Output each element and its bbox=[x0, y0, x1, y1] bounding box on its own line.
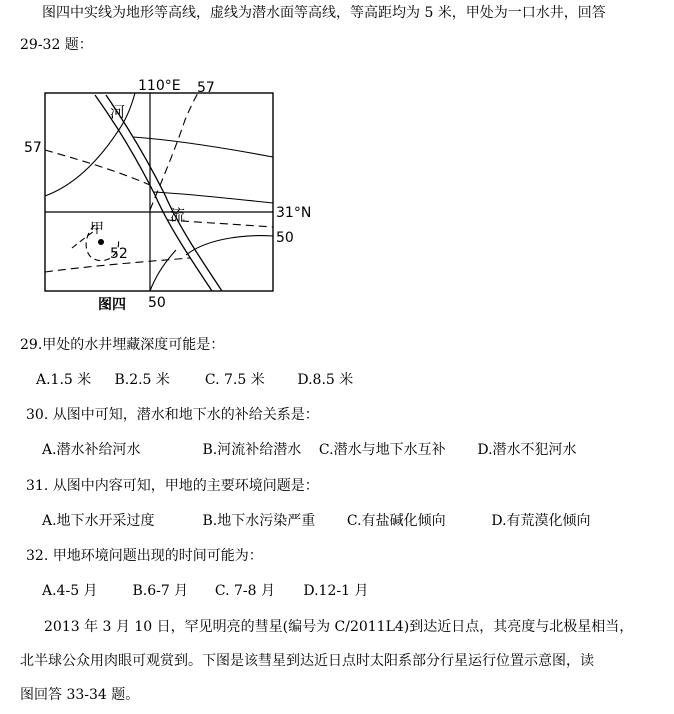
q32-option-c[interactable]: C. 7-8 月 bbox=[214, 583, 276, 599]
q29-option-a[interactable]: A.1.5 米 bbox=[36, 372, 92, 388]
contour-label-50-right: 50 bbox=[276, 230, 294, 246]
q29-option-b[interactable]: B.2.5 米 bbox=[114, 372, 170, 388]
q30-option-b[interactable]: B.河流补给潜水 bbox=[202, 442, 302, 458]
well-marker bbox=[98, 239, 104, 245]
q31-option-d[interactable]: D.有荒漠化倾向 bbox=[491, 513, 591, 529]
river-char-2: 流 bbox=[170, 206, 186, 224]
contour-label-50-bottom: 50 bbox=[148, 295, 166, 311]
outro-line-1: 2013 年 3 月 10 日，罕见明亮的彗星(编号为 C/2011L4)到达近日点，其亮度与北极星相当， bbox=[44, 619, 634, 635]
q32-option-b[interactable]: B.6-7 月 bbox=[132, 583, 189, 599]
outro-line-3: 图回答 33-34 题。 bbox=[20, 687, 140, 703]
contour-label-52: 52 bbox=[110, 246, 128, 262]
question-31-stem: 31. 从图中内容可知，甲地的主要环境问题是： bbox=[26, 478, 319, 494]
q32-option-d[interactable]: D.12-1 月 bbox=[303, 583, 369, 599]
q32-option-a[interactable]: A.4-5 月 bbox=[42, 583, 98, 599]
q30-option-d[interactable]: D.潜水不犯河水 bbox=[477, 442, 577, 458]
terrain-contour-mid bbox=[154, 192, 273, 203]
figure-caption: 图四 bbox=[98, 297, 126, 313]
terrain-contour-50-bottom bbox=[150, 250, 176, 291]
contour-label-57-top: 57 bbox=[197, 80, 215, 96]
q31-option-b[interactable]: B.地下水污染严重 bbox=[202, 513, 316, 529]
terrain-contour-upper bbox=[133, 137, 273, 157]
q30-option-c[interactable]: C.潜水与地下水互补 bbox=[318, 442, 446, 458]
figure-4-contour-map bbox=[0, 0, 674, 320]
outro-line-2: 北半球公众用肉眼可观赏到。下图是该彗星到达近日点时太阳系部分行星运行位置示意图，读 bbox=[20, 653, 594, 669]
lat-label: 31°N bbox=[276, 205, 312, 221]
contour-label-57-left: 57 bbox=[24, 140, 42, 156]
question-32-options bbox=[42, 582, 368, 600]
river-char-1: 河 bbox=[110, 103, 126, 121]
question-30-options bbox=[42, 441, 577, 459]
water-table-contour-57-top bbox=[150, 93, 198, 210]
question-32-stem: 32. 甲地环境问题出现的时间可能为： bbox=[26, 548, 263, 564]
question-30-stem: 30. 从图中可知，潜水和地下水的补给关系是： bbox=[26, 407, 319, 423]
question-29-stem: 29.甲处的水井埋藏深度可能是： bbox=[20, 337, 225, 353]
well-label: 甲 bbox=[90, 221, 104, 237]
q31-option-c[interactable]: C.有盐碱化倾向 bbox=[346, 513, 446, 529]
intro-line-2: 29-32 题： bbox=[20, 37, 93, 53]
lon-label: 110°E bbox=[138, 78, 181, 94]
q31-option-a[interactable]: A.地下水开采过度 bbox=[42, 513, 155, 529]
question-29-options bbox=[36, 371, 353, 389]
terrain-contour-50 bbox=[186, 236, 273, 255]
intro-line-1: 图四中实线为地形等高线，虚线为潜水面等高线，等高距均为 5 米，甲处为一口水井，回答 bbox=[42, 5, 606, 21]
q30-option-a[interactable]: A.潜水补给河水 bbox=[42, 442, 141, 458]
q29-option-d[interactable]: D.8.5 米 bbox=[297, 372, 354, 388]
question-31-options bbox=[42, 512, 591, 530]
q29-option-c[interactable]: C. 7.5 米 bbox=[204, 372, 265, 388]
